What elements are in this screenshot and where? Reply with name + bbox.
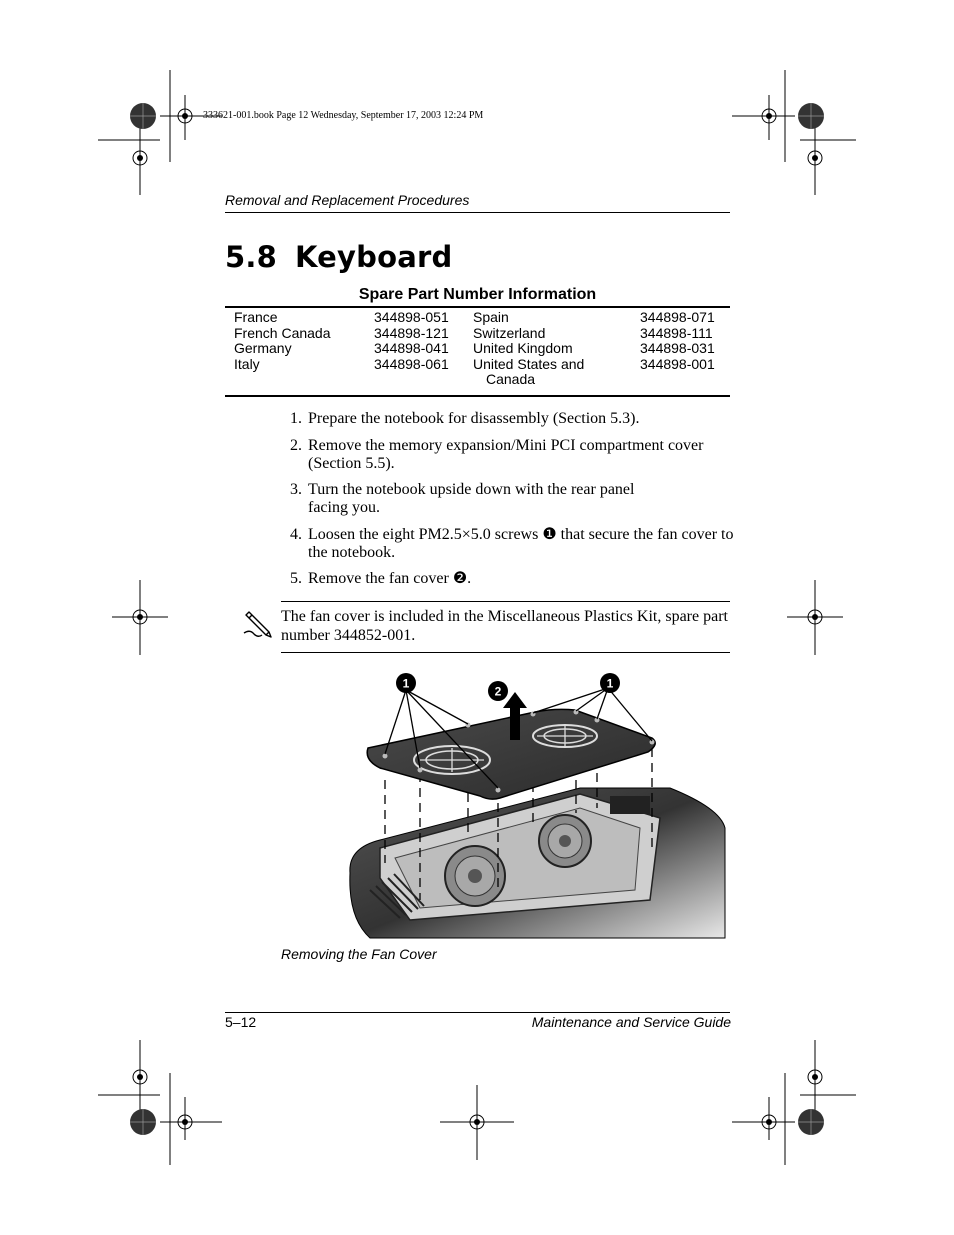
- step-item: [290, 526, 735, 562]
- step-text: Remove the fan cover ❷.: [308, 570, 472, 587]
- svg-text:1: 1: [402, 676, 410, 691]
- step-item: [290, 437, 735, 473]
- part-number-cell: 344898-121: [374, 324, 449, 341]
- fan-grille-icon: [414, 746, 490, 774]
- part-number-cell: 344898-031: [640, 340, 715, 356]
- part-number-cell: 344898-061: [374, 355, 449, 372]
- country-cell: Spain: [473, 309, 509, 325]
- callout-2: [488, 681, 508, 701]
- section-title: [225, 240, 452, 274]
- notebook-base: [350, 788, 725, 938]
- figure-caption: Removing the Fan Cover: [281, 946, 437, 962]
- svg-text:2: 2: [494, 684, 502, 699]
- step-item: [290, 410, 735, 428]
- note-bottom-rule: [281, 652, 730, 653]
- part-number-cell: 344898-001: [640, 355, 715, 372]
- country-cell: United States and: [473, 355, 585, 372]
- spare-parts-right-countries: [473, 310, 584, 388]
- step-text: Loosen the eight PM2.5×5.0 screws ❶ that secure the fan cover to the notebook.: [308, 525, 734, 561]
- country-cell-continued: Canada: [486, 371, 536, 387]
- step-number: 3.: [290, 481, 302, 498]
- step-number: 4.: [290, 525, 302, 543]
- table-top-rule: [225, 306, 730, 308]
- section-number: 5.8: [225, 240, 277, 274]
- country-cell: Germany: [234, 340, 292, 356]
- fan-icon: [445, 846, 505, 906]
- guide-title: Maintenance and Service Guide: [531, 1014, 731, 1030]
- country-cell: United Kingdom: [473, 340, 573, 356]
- step-item: [290, 481, 735, 517]
- fan-grille-icon: [533, 725, 597, 747]
- spare-parts-left-numbers: [374, 310, 449, 372]
- fan-icon: [539, 815, 591, 867]
- running-header: Removal and Replacement Procedures: [225, 192, 470, 208]
- page-number: 5–12: [225, 1014, 257, 1030]
- part-number-cell: 344898-111: [640, 324, 713, 341]
- spare-parts-right-numbers: [640, 310, 715, 372]
- callout-1-left: [396, 673, 416, 693]
- note-text: The fan cover is included in the Miscellaneous Plastics Kit, spare part number 344852-001.: [281, 608, 728, 644]
- country-cell: Switzerland: [473, 324, 546, 341]
- callout-1-right: [600, 673, 620, 693]
- procedure-steps: [290, 410, 735, 597]
- table-bottom-rule: [225, 395, 730, 397]
- header-rule: [225, 212, 730, 213]
- spare-parts-left-countries: [234, 310, 331, 372]
- part-number-cell: 344898-051: [374, 309, 449, 325]
- step-text: Prepare the notebook for disassembly (Section 5.3).: [308, 410, 640, 427]
- print-slug: 333621-001.book Page 12 Wednesday, September 17, 2003 12:24 PM: [203, 110, 484, 121]
- part-number-cell: 344898-041: [374, 340, 449, 356]
- country-cell: France: [234, 309, 278, 325]
- step-number: 1.: [290, 410, 302, 427]
- step-text: Turn the notebook upside down with the rear panel facing you.: [308, 481, 635, 516]
- step-item: [290, 570, 735, 588]
- svg-text:1: 1: [606, 676, 614, 691]
- country-cell: French Canada: [234, 324, 331, 341]
- country-cell: Italy: [234, 355, 260, 372]
- step-number: 5.: [290, 570, 302, 587]
- footer-rule: [225, 1012, 730, 1013]
- step-number: 2.: [290, 436, 302, 454]
- note-top-rule: [281, 601, 730, 602]
- part-number-cell: 344898-071: [640, 309, 715, 325]
- section-name: Keyboard: [294, 240, 453, 274]
- pencil-note-icon: [240, 607, 276, 643]
- fan-cover-removal-illustration: [340, 668, 730, 943]
- step-text: Remove the memory expansion/Mini PCI compartment cover (Section 5.5).: [308, 436, 704, 472]
- spare-parts-caption: Spare Part Number Information: [358, 286, 597, 303]
